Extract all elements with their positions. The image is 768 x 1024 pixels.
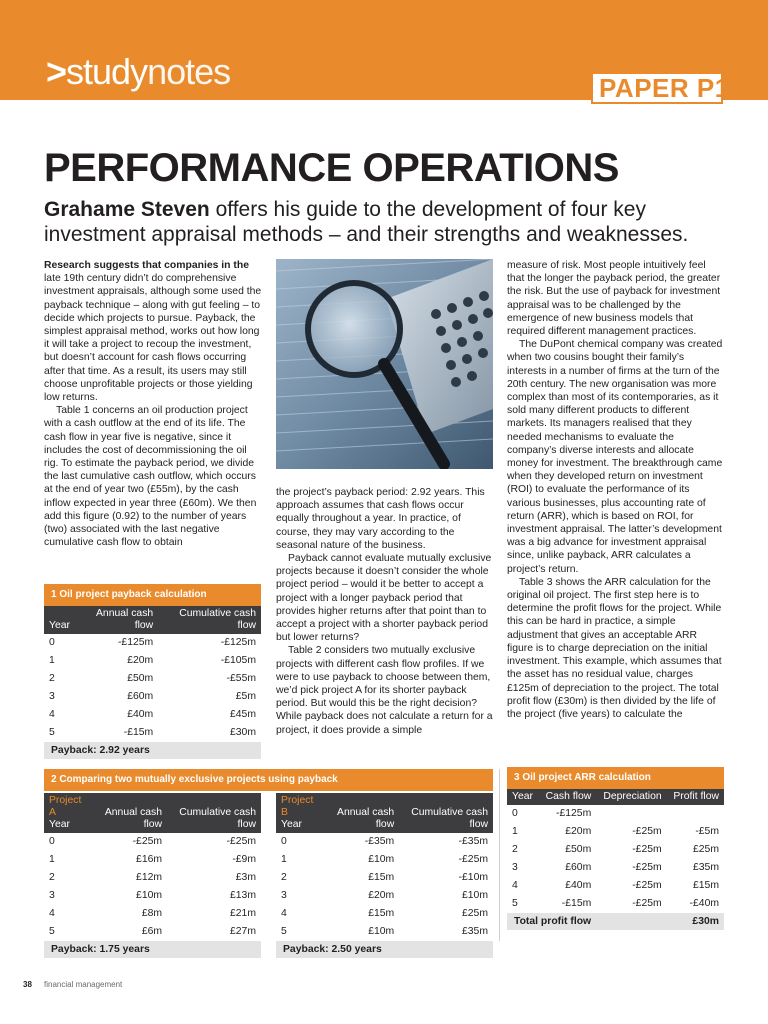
- table-cell: -£125m: [117, 637, 154, 648]
- column-header: Annual cash flow: [95, 608, 154, 631]
- table-cell: 1: [512, 826, 518, 837]
- table-cell: £35m: [693, 862, 719, 873]
- table-cell: -£35m: [364, 836, 395, 847]
- table-header-row: [44, 606, 261, 634]
- author-name: Grahame Steven: [44, 198, 210, 221]
- table-cell: -£55m: [226, 673, 256, 684]
- table-cell: 1: [281, 854, 287, 865]
- column-header: Annual cash flow: [104, 807, 163, 830]
- paragraph-text: late 19th century didn’t do comprehensive investment appraisals, although some used the payback technique – along with gut feeling – to decide which projects to pursue. Payback, the simplest appraisal method, works out how long it will take a project to recoup the investment, but doesn’t account for cash flows occurring after that time. As a result, its users may still choose unprofitable projects or those yielding low returns.: [44, 273, 262, 404]
- column-header: Depreciation: [603, 791, 662, 802]
- table-cell: 5: [49, 926, 55, 937]
- table-cell: -£105m: [220, 655, 256, 666]
- table-cell: £20m: [368, 890, 395, 901]
- table-row: [44, 724, 261, 742]
- table-cell: -£25m: [132, 836, 163, 847]
- column-header: Year: [49, 620, 70, 631]
- table-cell: £20m: [565, 826, 592, 837]
- table-header-row: [276, 793, 493, 833]
- table-cell: £21m: [230, 908, 256, 919]
- table-cell: £40m: [127, 709, 154, 720]
- table-cell: £6m: [141, 926, 163, 937]
- paragraph: Payback cannot evaluate mutually exclusive projects because it doesn’t consider the whole project period – would it be better to accept a project with a longer payback period that provides higher returns after that point than to accept a project with a shorter payback period but lower returns?: [276, 553, 492, 644]
- table-cell: £45m: [230, 709, 256, 720]
- table-cell: 1: [49, 854, 55, 865]
- column-header: [44, 793, 93, 833]
- brand-arrow: >: [46, 51, 67, 92]
- table-cell: -£9m: [232, 854, 256, 865]
- table-cell: 0: [49, 637, 55, 648]
- table-row: [507, 895, 724, 913]
- table-row: [507, 823, 724, 841]
- table-cell: -£125m: [220, 637, 256, 648]
- table-cell: 0: [281, 836, 287, 847]
- article-title: PERFORMANCE OPERATIONS: [44, 146, 619, 190]
- table-row: [44, 833, 261, 851]
- table-cell: [667, 805, 724, 823]
- table-cell: £50m: [565, 844, 592, 855]
- paper-badge: PAPER P1: [591, 72, 723, 104]
- paragraph: The DuPont chemical company was created when two cousins bought their family’s interests in a number of firms at the turn of the 20th century. The new organisation was more complex than most of its contemporaries, as it sold many different products to different markets. Its managers realised that they needed mechanisms to evaluate the company’s diverse interests and allocate money for investment. The breakthrough came when they developed return on investment (ROI) to evaluate the performance of its various businesses, plus accounting rate of return (ARR), which is based on ROI, for investment appraisal. The latter’s development was a big advance for investment appraisal since, unlike payback, ARR calculates a project’s return.: [507, 339, 723, 575]
- table-row: [44, 688, 261, 706]
- table-cell: £8m: [141, 908, 163, 919]
- table-row: [44, 634, 261, 652]
- table-cell: £60m: [565, 862, 592, 873]
- column-header: Annual cash flow: [337, 807, 395, 830]
- table-1-oil-payback: [44, 584, 261, 759]
- table-footer: Payback: 1.75 years: [44, 941, 261, 958]
- publication-name: financial management: [44, 980, 123, 989]
- table-row: [44, 670, 261, 688]
- table-row: [276, 923, 493, 941]
- table-cell: £40m: [565, 880, 592, 891]
- table-row: [507, 805, 724, 823]
- table-cell: £15m: [368, 872, 395, 883]
- table-row: [44, 851, 261, 869]
- column-header: Cumulative cash flow: [411, 807, 488, 830]
- paragraph: Table 2 considers two mutually exclusive projects with different cash flow profiles. If we were to use payback to choose between them, we’d pick project A for its shorter payback period. But would this be the right decision? While payback does not calculate a return for a project, it does provide a simple: [276, 645, 493, 736]
- table-cell: -£25m: [226, 836, 256, 847]
- table-footer: Payback: 2.50 years: [276, 941, 493, 958]
- standfirst: [44, 197, 734, 247]
- table-cell: 3: [49, 890, 55, 901]
- table-cell: £50m: [127, 673, 154, 684]
- paragraph: Table 3 shows the ARR calculation for the original oil project. The first step here is to determine the profit flows for the project. While this can be hard in practice, a simple adjustment that gives an acceptable ARR figure is to charge depreciation on the initial investment. This example, which assumes that the asset has no residual value, charges £125m of depreciation to the project. The total profit flow (£30m) is then divided by the life of the project (five years) to calculate the: [507, 576, 722, 720]
- calculator-magnifier-photo: [276, 259, 493, 469]
- total-label: Total profit flow: [514, 916, 592, 927]
- table-cell: 2: [512, 844, 518, 855]
- table-2-project-a: [44, 793, 261, 958]
- table-row: [44, 706, 261, 724]
- body-column-3: [507, 259, 725, 721]
- table-header-row: [44, 793, 261, 833]
- table-row: [276, 833, 493, 851]
- table-cell: 4: [281, 908, 287, 919]
- table-cell: 2: [281, 872, 287, 883]
- table-cell: -£25m: [632, 862, 662, 873]
- table-row: [44, 905, 261, 923]
- column-header-text: Year: [49, 819, 70, 830]
- table-row: [507, 877, 724, 895]
- table-cell: -£10m: [458, 872, 488, 883]
- table-row: [44, 869, 261, 887]
- table-cell: £25m: [693, 844, 719, 855]
- table-cell: -£25m: [632, 880, 662, 891]
- table-row: [507, 841, 724, 859]
- table-row: [276, 905, 493, 923]
- table-caption: 3 Oil project ARR calculation: [507, 767, 724, 789]
- table-cell: £27m: [230, 926, 256, 937]
- table-cell: £10m: [368, 854, 395, 865]
- table-cell: £5m: [235, 691, 256, 702]
- table-row: [276, 851, 493, 869]
- table-footer: Payback: 2.92 years: [44, 742, 261, 759]
- body-column-1: [44, 259, 262, 549]
- table-cell: £30m: [230, 727, 256, 738]
- standfirst-text: offers his guide to the development of four key investment appraisal methods – and their strengths and weaknesses.: [44, 198, 689, 246]
- table-cell: 0: [512, 808, 518, 819]
- table-footer: [507, 913, 724, 930]
- table-cell: -£25m: [632, 826, 662, 837]
- table-cell: £20m: [127, 655, 154, 666]
- project-b-label: Project B: [281, 795, 314, 818]
- table-cell: 3: [49, 691, 55, 702]
- paragraph: Table 1 concerns an oil production project with a cash outflow at the end of its life. The cash flow in year five is negative, since it includes the cost of decommissioning the oil rig. To estimate the payback period, we divide the last cumulative cash outflow, which occurs at the end of year two (£55m), by the cash inflow expected in year three (£60m). We then add this figure (0.92) to the number of years (two) associated with the last negative cumulative cash flow to obtain: [44, 405, 257, 549]
- table-row: [44, 887, 261, 905]
- table-cell: -£125m: [556, 808, 592, 819]
- table-cell: 2: [49, 872, 55, 883]
- table-cell: 3: [512, 862, 518, 873]
- page-number: 38: [23, 980, 32, 989]
- table-cell: £10m: [368, 926, 395, 937]
- table-2-mutually-exclusive: [44, 769, 493, 791]
- table-cell: -£5m: [695, 826, 719, 837]
- table-caption: 2 Comparing two mutually exclusive projects using payback: [44, 769, 493, 791]
- table-cell: 5: [512, 898, 518, 909]
- paragraph: [44, 259, 262, 404]
- table: [44, 606, 261, 742]
- table: [507, 789, 724, 913]
- table-row: [44, 652, 261, 670]
- project-a-label: Project A: [49, 795, 82, 818]
- table-cell: -£40m: [689, 898, 719, 909]
- table-cell: -£15m: [561, 898, 592, 909]
- table-cell: 1: [49, 655, 55, 666]
- table-cell: £60m: [127, 691, 154, 702]
- column-header: [276, 793, 325, 833]
- table-cell: £10m: [462, 890, 488, 901]
- table-3-oil-arr: [507, 767, 724, 930]
- table-cell: £3m: [235, 872, 256, 883]
- table-cell: 0: [49, 836, 55, 847]
- table-cell: £25m: [462, 908, 488, 919]
- table-row: [507, 859, 724, 877]
- table-cell: 5: [281, 926, 287, 937]
- table-2-project-b: [276, 793, 493, 958]
- table-cell: 4: [49, 709, 55, 720]
- table-cell: 4: [49, 908, 55, 919]
- table-cell: -£25m: [632, 844, 662, 855]
- paragraph: measure of risk. Most people intuitively feel that the longer the payback period, the greater the risk. But the use of payback for investment appraisal was to be challenged by the emergence of new business models that required different management practices.: [507, 260, 721, 338]
- table-cell: £16m: [136, 854, 163, 865]
- table-cell: [596, 805, 666, 823]
- paragraph: the project’s payback period: 2.92 years. This approach assumes that cash flows occur equally throughout a year. In practice, of course, they may vary according to the seasonal nature of the business.: [276, 487, 485, 551]
- table-cell: £15m: [693, 880, 719, 891]
- table-caption: 1 Oil project payback calculation: [44, 584, 261, 606]
- table: [276, 793, 493, 941]
- column-divider: [499, 769, 500, 941]
- table-cell: £12m: [136, 872, 163, 883]
- column-header: Profit flow: [673, 791, 719, 802]
- total-value: £30m: [692, 916, 719, 927]
- column-header-text: Year: [281, 819, 302, 830]
- column-header: Cumulative cash flow: [179, 608, 256, 631]
- table-cell: -£35m: [458, 836, 488, 847]
- brand-word-study: study: [66, 51, 148, 92]
- lead-in: Research suggests that companies in the: [44, 260, 249, 271]
- table-cell: -£25m: [632, 898, 662, 909]
- column-header: Cash flow: [545, 791, 592, 802]
- table-header-row: [507, 789, 724, 805]
- body-column-2: [276, 486, 493, 737]
- photo-illustration: [276, 259, 493, 469]
- table-cell: -£15m: [123, 727, 154, 738]
- study-notes-logo: [46, 50, 230, 94]
- column-header: Year: [512, 791, 533, 802]
- table: [44, 793, 261, 941]
- brand-word-notes: notes: [147, 51, 231, 92]
- table-cell: 5: [49, 727, 55, 738]
- table-cell: 2: [49, 673, 55, 684]
- table-cell: £13m: [230, 890, 256, 901]
- table-cell: 4: [512, 880, 518, 891]
- table-cell: £15m: [368, 908, 395, 919]
- table-row: [44, 923, 261, 941]
- column-header: Cumulative cash flow: [179, 807, 256, 830]
- table-cell: -£25m: [458, 854, 488, 865]
- table-row: [276, 887, 493, 905]
- table-cell: 3: [281, 890, 287, 901]
- table-row: [276, 869, 493, 887]
- table-cell: £35m: [462, 926, 488, 937]
- table-cell: £10m: [136, 890, 163, 901]
